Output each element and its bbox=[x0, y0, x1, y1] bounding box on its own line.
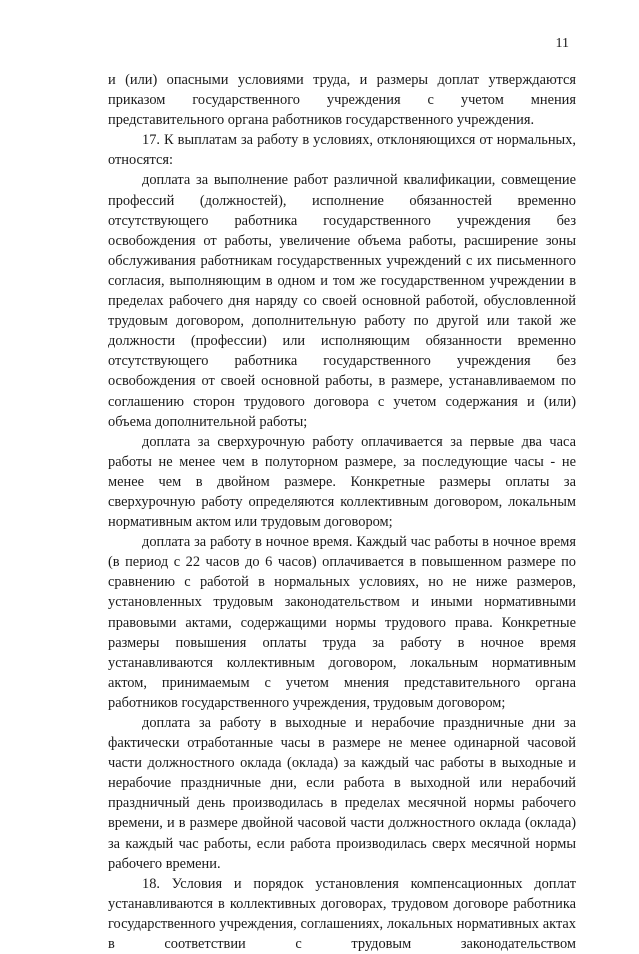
paragraph-continuation: и (или) опасными условиями труда, и размеры доплат утверждаются приказом государственного учреждения с учетом мнения представительного органа работников государственного учреждения. bbox=[108, 72, 576, 129]
document-body bbox=[108, 70, 576, 954]
paragraph-overtime-pay: доплата за сверхурочную работу оплачивается за первые два часа работы не менее чем в полуторном размере, за последующие часы - не менее чем в двойном размере. Конкретные размеры оплаты за сверхурочную работу определяются коллективным договором, локальным нормативным актом или трудовым договором; bbox=[108, 433, 576, 531]
paragraph-combination-pay: доплата за выполнение работ различной квалификации, совмещение профессий (должностей), исполнение обязанностей временно отсутствующего работника государственного учреждения без освобождения от работы, увеличение объема работы, расширение зоны обслуживания работникам государственных учреждений с их письменного согласия, выполняющим в одном и том же государственном учреждении в пределах рабочего дня наряду со своей основной работой, обусловленной трудовым договором, дополнительную работу по другой или такой же должности (профессии) или исполняющим обязанности временно отсутствующего работника государственного учреждения без освобождения от своей основной работы, в размере, устанавливаемом по соглашению сторон трудового договора с учетом содержания и (или) объема дополнительной работы; bbox=[108, 172, 576, 430]
paragraph-item-17: 17. К выплатам за работу в условиях, отклоняющихся от нормальных, относятся: bbox=[108, 132, 576, 169]
paragraph-night-pay: доплата за работу в ночное время. Каждый час работы в ночное время (в период с 22 часов до 6 часов) оплачивается в повышенном размере по сравнению с работой в нормальных условиях, но не ниже размеров, установленных трудовым законодательством и иными нормативными правовыми актами, содержащими нормы трудового права. Конкретные размеры повышения оплаты труда за работу в ночное время устанавливаются коллективным договором, локальным нормативным актом, принимаемым с учетом мнения представительного органа работников государственного учреждения, трудовым договором; bbox=[108, 534, 576, 711]
page-number: 11 bbox=[555, 36, 569, 51]
paragraph-item-18: 18. Условия и порядок установления компенсационных доплат устанавливаются в коллективных договорах, трудовом договоре работника государственного учреждения, соглашениях, локальных нормативных актах в соответствии с трудовым законодательством bbox=[108, 875, 576, 953]
paragraph-holiday-pay: доплата за работу в выходные и нерабочие праздничные дни за фактически отработанные часы в размере не менее одинарной часовой части должностного оклада (оклада) за каждый час работы в выходные и нерабочие праздничные дни, если работа в выходной или нерабочий праздничный день производилась в пределах месячной нормы рабочего времени, и в размере двойной часовой части должностного оклада (оклада) за каждый час работы, если работа производилась сверх месячной нормы рабочего времени. bbox=[108, 715, 576, 872]
